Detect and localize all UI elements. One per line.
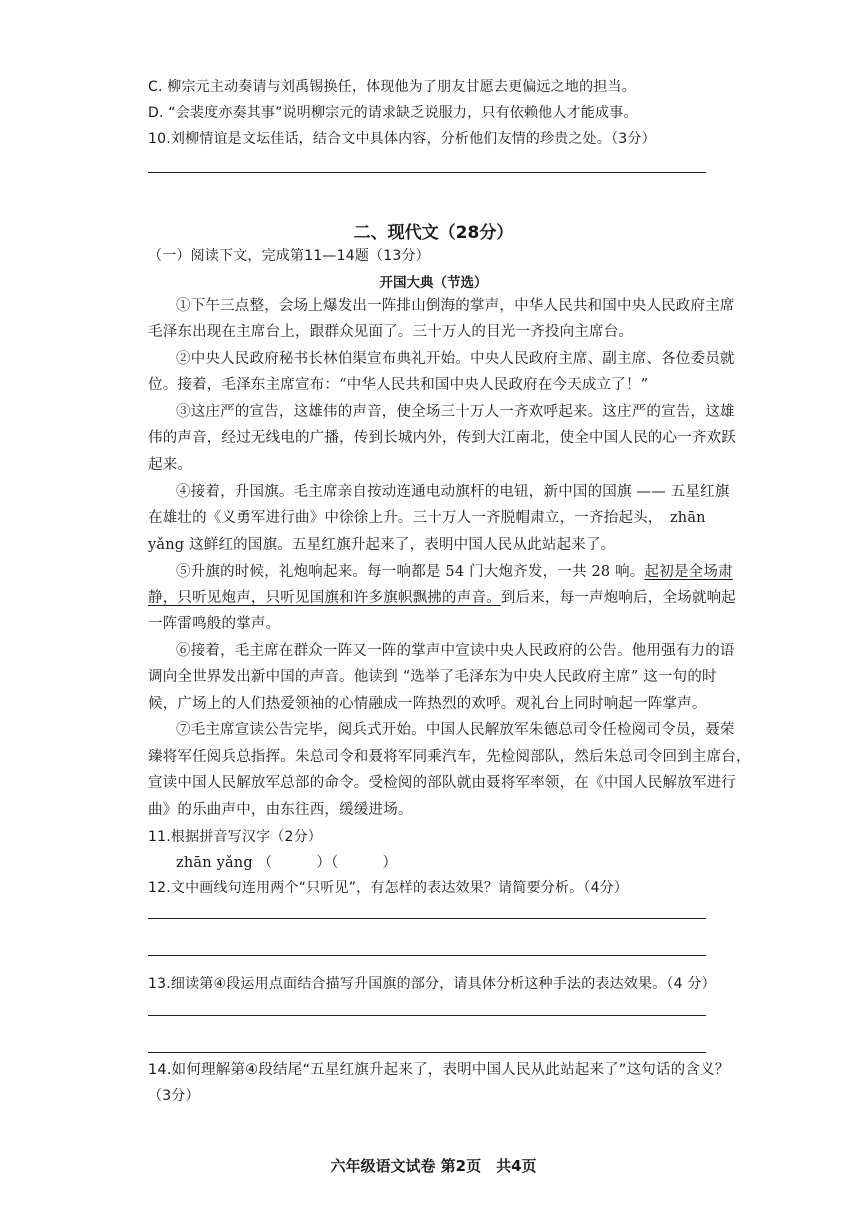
paragraph-7-line-3: 宣读中国人民解放军总部的命令。受检阅的部队就由聂将军率领，在《中国人民解放军进行	[148, 775, 736, 791]
answer-line-q10[interactable]	[148, 172, 706, 173]
passage-title: 开国大典（节选）	[379, 275, 488, 291]
blank-close: ）	[382, 855, 398, 871]
paragraph-5-line-2	[148, 588, 736, 608]
paragraph-2-line-2: 位。接着，毛泽东主席宣布：“中华人民共和国中央人民政府在今天成立了！”	[148, 377, 649, 393]
paragraph-1-line-2: 毛泽东出现在主席台上，跟群众见面了。三十万人的目光一齐投向主席台。	[148, 324, 634, 340]
question-11-answer-row	[176, 853, 397, 873]
underlined-sentence-part-2: 静，只听见炮声，只听见国旗和许多旗帜飘拂的声音。	[148, 590, 501, 606]
section-heading: 二、现代文（28分）	[353, 223, 514, 243]
answer-line-q13-2[interactable]	[148, 1052, 706, 1053]
option-c: C. 柳宗元主动奏请与刘禹锡换任，体现他为了朋友甘愿去更偏远之地的担当。	[148, 79, 636, 95]
question-10: 10.刘柳情谊是文坛佳话，结合文中具体内容，分析他们友情的珍贵之处。（3分）	[148, 131, 656, 147]
paragraph-6-line-2: 调向全世界发出新中国的声音。他读到 “选举了毛泽东为中央人民政府主席” 这一句的时	[148, 669, 717, 685]
question-14-line-1: 14.如何理解第④段结尾“五星红旗升起来了，表明中国人民从此站起来了”这句话的含义？	[148, 1062, 730, 1078]
paragraph-4-line-2: 在雄壮的《义勇军进行曲》中徐徐上升。三十万人一齐脱帽肃立，一齐抬起头， zhān	[148, 510, 706, 526]
answer-line-q13-1[interactable]	[148, 1015, 706, 1016]
page-footer: 六年级语文试卷 第2页 共4页	[330, 1157, 537, 1175]
question-14-line-2: （3分）	[148, 1088, 200, 1104]
paragraph-4-line-1: ④接着，升国旗。毛主席亲自按动连通电动旗杆的电钮，新中国的国旗 —— 五星红旗	[176, 484, 730, 500]
paragraph-6-line-3: 候，广场上的人们热爱领袖的心情融成一阵热烈的欢呼。观礼台上同时响起一阵掌声。	[148, 696, 707, 712]
paragraph-7-line-4: 曲》的乐曲声中，由东往西，缓缓进场。	[148, 802, 413, 818]
paragraph-3-line-3: 起来。	[148, 457, 193, 473]
blank-separator: ）（	[316, 855, 339, 871]
paragraph-4-line-3: yǎng 这鲜红的国旗。五星红旗升起来了，表明中国人民从此站起来了。	[148, 537, 616, 553]
paragraph-5-line-2-text: 到后来，每一声炮响后，全场就响起	[500, 590, 737, 606]
section-subheading: （一）阅读下文，完成第11—14题（13分）	[148, 248, 430, 264]
paragraph-5-line-3: 一阵雷鸣般的掌声。	[148, 616, 281, 632]
paragraph-3-line-2: 伟的声音，经过无线电的广播，传到长城内外，传到大江南北，使全中国人民的心一齐欢跃	[148, 430, 736, 446]
paragraph-2-line-1: ②中央人民政府秘书长林伯渠宣布典礼开始。中央人民政府主席、副主席、各位委员就	[176, 351, 735, 367]
answer-line-q12-1[interactable]	[148, 918, 706, 919]
paragraph-5-line-1	[176, 562, 733, 582]
paragraph-5-line-1-text: ⑤升旗的时候，礼炮响起来。每一响都是 54 门大炮齐发，一共 28 响。	[176, 564, 645, 580]
question-12: 12.文中画线句连用两个“只听见”，有怎样的表达效果？请简要分析。（4分）	[148, 880, 629, 896]
paragraph-1-line-1: ①下午三点整，会场上爆发出一阵排山倒海的掌声，中华人民共和国中央人民政府主席	[176, 298, 735, 314]
answer-line-q12-2[interactable]	[148, 955, 706, 956]
paragraph-3-line-1: ③这庄严的宣告，这雄伟的声音，使全场三十万人一齐欢呼起来。这庄严的宣告，这雄	[176, 404, 735, 420]
pinyin-label: zhān yǎng （	[176, 855, 273, 871]
paragraph-7-line-2: 臻将军任阅兵总指挥。朱总司令和聂将军同乘汽车，先检阅部队，然后朱总司令回到主席台，	[148, 749, 751, 765]
underlined-sentence-part-1: 起初是全场肃	[644, 564, 733, 580]
paragraph-6-line-1: ⑥接着，毛主席在群众一阵又一阵的掌声中宣读中央人民政府的公告。他用强有力的语	[176, 643, 735, 659]
question-11: 11.根据拼音写汉字（2分）	[148, 829, 322, 845]
paragraph-7-line-1: ⑦毛主席宣读公告完毕，阅兵式开始。中国人民解放军朱德总司令任检阅司令员，聂荣	[176, 722, 735, 738]
question-13: 13.细读第④段运用点面结合描写升国旗的部分，请具体分析这种手法的表达效果。（4 分）	[148, 976, 716, 992]
option-d: D. “会裴度亦奏其事”说明柳宗元的请求缺乏说服力，只有依赖他人才能成事。	[148, 105, 638, 121]
